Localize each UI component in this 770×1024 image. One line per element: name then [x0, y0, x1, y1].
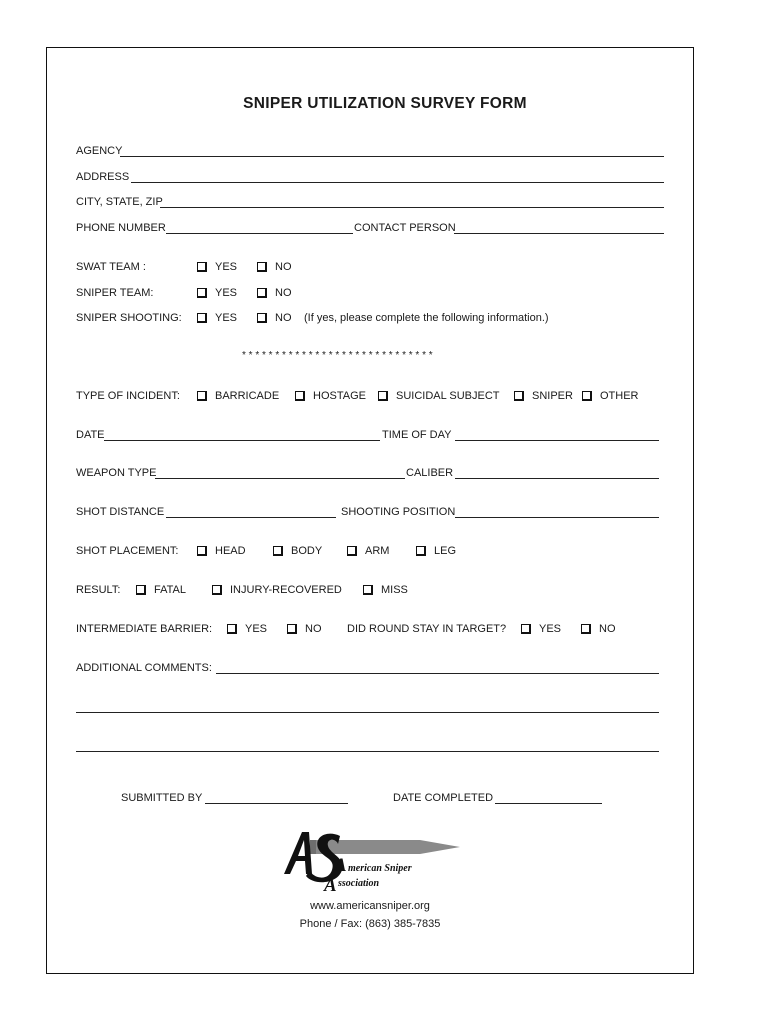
arm-label: ARM [365, 545, 390, 557]
sniper-incident-checkbox[interactable] [514, 391, 524, 401]
hostage-checkbox[interactable] [295, 391, 305, 401]
phone-fax: Phone / Fax: (863) 385-7835 [299, 918, 441, 930]
swat-yes-label: YES [215, 261, 238, 273]
sniper-team-label: SNIPER TEAM: [76, 287, 154, 299]
city-state-zip-field[interactable] [160, 207, 664, 208]
fatal-label: FATAL [154, 584, 186, 596]
comments-line-3[interactable] [76, 751, 659, 752]
barricade-label: BARRICADE [215, 390, 280, 402]
contact-person-label: CONTACT PERSON [354, 222, 456, 234]
logo-letter-a [284, 832, 312, 874]
submitted-by-label: SUBMITTED BY [121, 792, 203, 804]
barrier-no-label: NO [305, 623, 322, 635]
weapon-type-field[interactable] [155, 478, 405, 479]
sniper-shooting-yes-checkbox[interactable] [197, 313, 207, 323]
miss-checkbox[interactable] [363, 585, 373, 595]
date-completed-field[interactable] [495, 803, 602, 804]
suicidal-subject-label: SUICIDAL SUBJECT [396, 390, 500, 402]
round-yes-checkbox[interactable] [521, 624, 531, 634]
logo-graphic [282, 828, 464, 898]
barrier-yes-checkbox[interactable] [227, 624, 237, 634]
sniper-shooting-yes-label: YES [215, 312, 238, 324]
barrier-no-checkbox[interactable] [287, 624, 297, 634]
caliber-field[interactable] [455, 478, 659, 479]
logo-cap-a-bottom: A [324, 875, 337, 896]
agency-label: AGENCY [76, 145, 123, 157]
intermediate-barrier-label: INTERMEDIATE BARRIER: [76, 623, 213, 635]
comments-line-2[interactable] [76, 712, 659, 713]
swat-no-checkbox[interactable] [257, 262, 267, 272]
swat-yes-checkbox[interactable] [197, 262, 207, 272]
agency-field[interactable] [120, 156, 664, 157]
address-label: ADDRESS [76, 171, 130, 183]
leg-checkbox[interactable] [416, 546, 426, 556]
swat-team-label: SWAT TEAM : [76, 261, 146, 273]
arm-checkbox[interactable] [347, 546, 357, 556]
round-yes-label: YES [539, 623, 562, 635]
sniper-shooting-no-checkbox[interactable] [257, 313, 267, 323]
injury-recovered-label: INJURY-RECOVERED [230, 584, 342, 596]
body-checkbox[interactable] [273, 546, 283, 556]
result-label: RESULT: [76, 584, 121, 596]
additional-comments-label: ADDITIONAL COMMENTS: [76, 662, 212, 674]
caliber-label: CALIBER [406, 467, 454, 479]
date-label: DATE [76, 429, 105, 441]
swat-no-label: NO [275, 261, 292, 273]
website-link[interactable]: www.americansniper.org [310, 900, 430, 912]
body-label: BODY [291, 545, 323, 557]
date-completed-label: DATE COMPLETED [393, 792, 494, 804]
bullet-base [310, 840, 316, 854]
shooting-position-field[interactable] [455, 517, 659, 518]
other-checkbox[interactable] [582, 391, 592, 401]
form-title: SNIPER UTILIZATION SURVEY FORM [243, 95, 527, 112]
shooting-position-label: SHOOTING POSITION [341, 506, 456, 518]
shot-distance-field[interactable] [166, 517, 336, 518]
logo-text-line2: ssociation [338, 878, 380, 889]
shot-distance-label: SHOT DISTANCE [76, 506, 165, 518]
suicidal-subject-checkbox[interactable] [378, 391, 388, 401]
injury-recovered-checkbox[interactable] [212, 585, 222, 595]
separator-asterisks: * * * * * * * * * * * * * * * * * * * * * * * * * * * * * [242, 350, 433, 361]
round-no-checkbox[interactable] [581, 624, 591, 634]
bullet-shape [310, 840, 460, 854]
barrier-yes-label: YES [245, 623, 268, 635]
date-field[interactable] [104, 440, 380, 441]
american-sniper-association-logo [282, 828, 464, 903]
head-checkbox[interactable] [197, 546, 207, 556]
logo-text-line1: merican Sniper [348, 863, 412, 874]
other-label: OTHER [600, 390, 639, 402]
incident-type-label: TYPE OF INCIDENT: [76, 390, 180, 402]
time-of-day-field[interactable] [455, 440, 659, 441]
time-of-day-label: TIME OF DAY [382, 429, 452, 441]
round-no-label: NO [599, 623, 616, 635]
logo-cap-a-top: A [334, 855, 347, 876]
address-field[interactable] [131, 182, 664, 183]
city-state-zip-label: CITY, STATE, ZIP [76, 196, 163, 208]
sniper-team-no-checkbox[interactable] [257, 288, 267, 298]
sniper-team-yes-checkbox[interactable] [197, 288, 207, 298]
weapon-type-label: WEAPON TYPE [76, 467, 157, 479]
shooting-note: (If yes, please complete the following information.) [304, 312, 549, 324]
sniper-shooting-no-label: NO [275, 312, 292, 324]
round-in-target-label: DID ROUND STAY IN TARGET? [347, 623, 507, 635]
leg-label: LEG [434, 545, 457, 557]
fatal-checkbox[interactable] [136, 585, 146, 595]
barricade-checkbox[interactable] [197, 391, 207, 401]
sniper-team-yes-label: YES [215, 287, 238, 299]
sniper-team-no-label: NO [275, 287, 292, 299]
phone-number-label: PHONE NUMBER [76, 222, 166, 234]
sniper-incident-label: SNIPER [532, 390, 573, 402]
phone-number-field[interactable] [166, 233, 353, 234]
submitted-by-field[interactable] [205, 803, 348, 804]
miss-label: MISS [381, 584, 408, 596]
head-label: HEAD [215, 545, 246, 557]
sniper-shooting-label: SNIPER SHOOTING: [76, 312, 182, 324]
contact-person-field[interactable] [454, 233, 664, 234]
comments-line-1[interactable] [216, 673, 659, 674]
shot-placement-label: SHOT PLACEMENT: [76, 545, 179, 557]
hostage-label: HOSTAGE [313, 390, 366, 402]
